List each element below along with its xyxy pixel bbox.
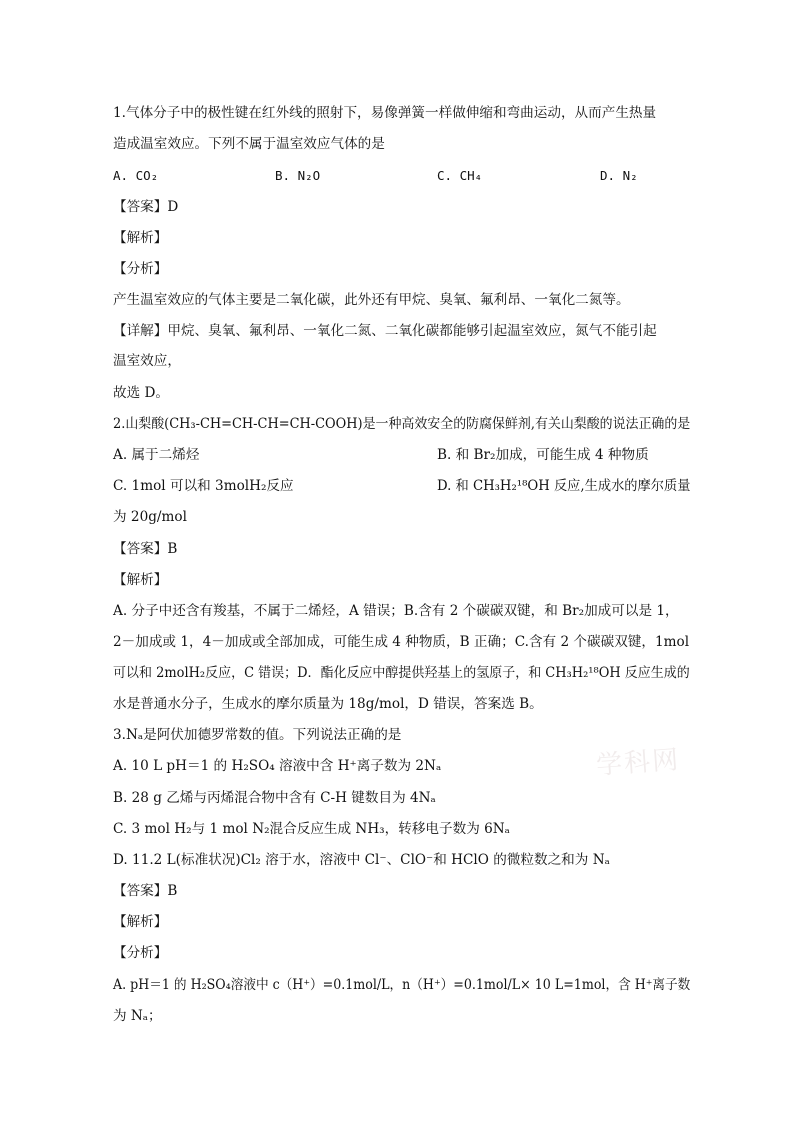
q1-detail-line1: 【详解】甲烷、臭氧、氟利昂、一氧化二氮、二氧化碳都能够引起温室效应，氮气不能引起 [113, 323, 657, 339]
q2-explanation-line1: A. 分子中还含有羧基，不属于二烯烃，A 错误；B.含有 2 个碳碳双键，和 Br₂加成可以是 1， [113, 603, 679, 619]
q2-jiexi-heading: 【解析】 [113, 572, 168, 588]
q3-stem: 3.Nₐ是阿伏加德罗常数的值。下列说法正确的是 [113, 727, 402, 743]
watermark: 学科网 [595, 745, 682, 781]
q1-analysis: 产生温室效应的气体主要是二氧化碳，此外还有甲烷、臭氧、氟利昂、一氧化二氮等。 [113, 292, 630, 308]
q1-answer: 【答案】D [113, 199, 179, 215]
q3-jiexi-heading: 【解析】 [113, 914, 168, 930]
q2-stem: 2.山梨酸(CH₃-CH=CH-CH=CH-COOH)是一种高效安全的防腐保鲜剂,有关山梨酸的说法正确的是 [113, 416, 691, 432]
q3-option-c: C. 3 mol H₂与 1 mol N₂混合反应生成 NH₃，转移电子数为 6Nₐ [113, 821, 510, 837]
q3-explanation-line2: 为 Nₐ； [113, 1008, 162, 1024]
q2-explanation-line4: 水是普通水分子，生成水的摩尔质量为 18g/mol，D 错误，答案选 B。 [113, 696, 543, 712]
q3-option-b: B. 28 g 乙烯与丙烯混合物中含有 C-H 键数目为 4Nₐ [113, 790, 436, 806]
q2-option-a: A. 属于二烯烃 [113, 447, 200, 463]
q2-answer: 【答案】B [113, 541, 178, 557]
q1-stem-line1: 1.气体分子中的极性键在红外线的照射下，易像弹簧一样做伸缩和弯曲运动，从而产生热量 [113, 105, 657, 121]
q1-stem-line2: 造成温室效应。下列不属于温室效应气体的是 [113, 136, 385, 152]
q2-option-d-cont: 为 20g/mol [113, 509, 187, 525]
q1-detail-line3: 故选 D。 [113, 385, 170, 401]
q1-jiexi-heading: 【解析】 [113, 230, 168, 246]
q2-explanation-line3: 可以和 2molH₂反应，C 错误；D．酯化反应中醇提供羟基上的氢原子，和 CH₃H₂¹⁸OH 反应生成的 [113, 665, 690, 681]
q1-detail-line2: 温室效应， [113, 353, 181, 369]
q3-explanation-line1: A. pH＝1 的 H₂SO₄溶液中 c（H⁺）=0.1mol/L，n（H⁺）=0.1mol/L× 10 L=1mol，含 H⁺离子数 [113, 977, 691, 993]
q1-fenxi-heading: 【分析】 [113, 261, 168, 277]
q1-option-d: D. N₂ [600, 168, 638, 183]
q3-fenxi-heading: 【分析】 [113, 945, 168, 961]
q3-answer: 【答案】B [113, 883, 178, 899]
q2-option-d: D. 和 CH₃H₂¹⁸OH 反应,生成水的摩尔质量 [437, 478, 691, 494]
q3-option-d: D. 11.2 L(标准状况)Cl₂ 溶于水，溶液中 Cl⁻、ClO⁻和 HClO 的微粒数之和为 Nₐ [113, 852, 610, 868]
q1-option-b: B. N₂O [275, 168, 321, 183]
q2-explanation-line2: 2－加成或 1，4－加成或全部加成，可能生成 4 种物质，B 正确；C.含有 2 个碳碳双键，1mol [113, 634, 690, 650]
q2-option-b: B. 和 Br₂加成，可能生成 4 种物质 [437, 447, 649, 463]
q3-option-a: A. 10 L pH＝1 的 H₂SO₄ 溶液中含 H⁺离子数为 2Nₐ [113, 758, 442, 774]
q2-option-c: C. 1mol 可以和 3molH₂反应 [113, 478, 294, 494]
q1-option-c: C. CH₄ [437, 168, 483, 183]
q1-option-a: A. CO₂ [113, 168, 159, 183]
